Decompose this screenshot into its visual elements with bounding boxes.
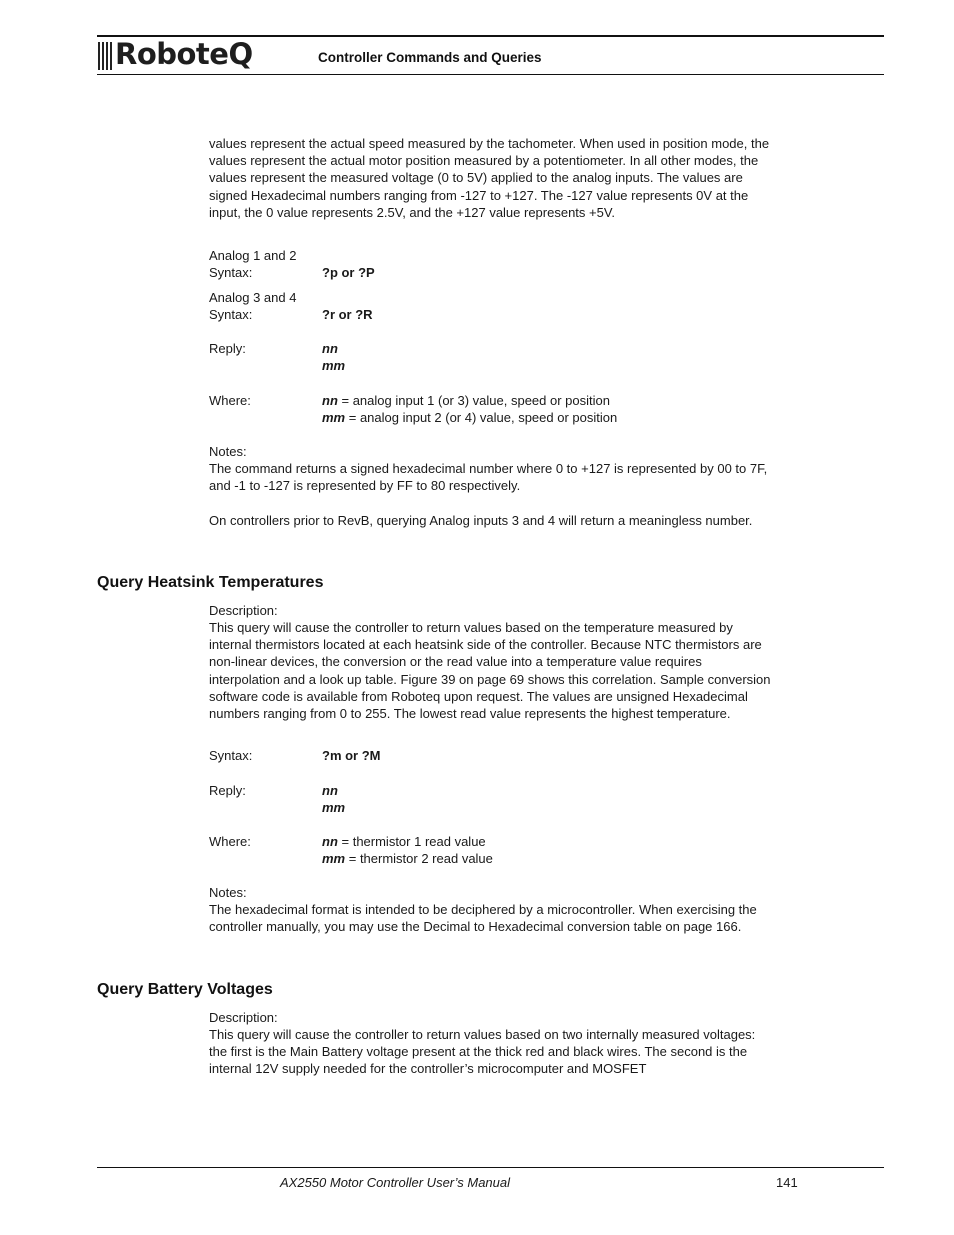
syntax-label: Syntax: [209,748,253,763]
roboteq-logo [98,37,273,72]
description-label: Description: [209,1010,278,1025]
heatsink-description: This query will cause the controller to return values based on the temperature measured by internal thermistors located at each heatsink side of the controller. Because NTC thermistors are non-linear devices, the conversion or the read value into a temperature value requires interpolation and a look up table. Figure 39 on page 69 shows this correlation. Sample conversion software code is available from Roboteq upon request. The values are unsigned Hexadecimal numbers ranging from 0 to 255. The lowest read value represents the highest temperature. [209,620,771,722]
notes-label: Notes: [209,885,247,900]
where-nn-desc: = thermistor 1 read value [337,834,486,849]
syntax-label: Syntax: [209,307,253,322]
reply-label: Reply: [209,341,246,356]
where-mm-line [322,409,617,426]
reply-nn: nn [322,341,338,356]
footer-manual-title: AX2550 Motor Controller User’s Manual [280,1175,511,1190]
header-rule [97,74,884,75]
where-mm-line [322,850,493,867]
footer-page-number: 141 [776,1175,798,1190]
where-nn-line [322,392,610,409]
logo-bars-icon [98,42,114,70]
where-nn-var: nn [322,834,338,849]
heatsink-notes-paragraph: The hexadecimal format is intended to be deciphered by a microcontroller. When exercising the controller manually, you may use the Decimal to Hexadecimal conversion table on page 166. [209,902,757,935]
where-label: Where: [209,834,251,849]
analog-notes-paragraph-1: The command returns a signed hexadecimal number where 0 to +127 is represented by 00 to 7F, and -1 to -127 is represented by FF to 80 respectively. [209,461,768,494]
reply-nn: nn [322,783,338,798]
reply-mm: mm [322,358,346,373]
section-heading-battery: Query Battery Voltages [97,981,273,998]
where-mm-desc: = thermistor 2 read value [345,851,493,866]
battery-description: This query will cause the controller to return values based on two internally measured voltages: the first is the Main Battery voltage present at the thick red and black wires. The second is the internal 12V supply needed for the controller’s microcomputer and MOSFET [209,1027,756,1077]
where-nn-var: nn [322,393,338,408]
where-nn-desc: = analog input 1 (or 3) value, speed or position [337,393,610,408]
reply-mm: mm [322,800,346,815]
analog-notes-paragraph-2: On controllers prior to RevB, querying Analog inputs 3 and 4 will return a meaningless number. [209,513,753,528]
page-header-title: Controller Commands and Queries [318,50,542,65]
reply-label: Reply: [209,783,246,798]
intro-paragraph: values represent the actual speed measured by the tachometer. When used in position mode, the values represent the actual motor position measured by a potentiometer. In all other modes, the values represent the measured voltage (0 to 5V) applied to the analog inputs. The values are signed Hexadecimal numbers ranging from -127 to +127. The -127 value represents 0V at the input, the 0 value represents 2.5V, and the +127 value represents +5V. [209,136,770,220]
where-mm-var: mm [322,851,346,866]
footer-rule [97,1167,884,1168]
syntax-value-r: ?r or ?R [322,307,373,322]
notes-label: Notes: [209,444,247,459]
analog12-label: Analog 1 and 2 [209,248,297,263]
syntax-label: Syntax: [209,265,253,280]
where-mm-var: mm [322,410,346,425]
syntax-value-m: ?m or ?M [322,748,381,763]
where-label: Where: [209,393,251,408]
where-nn-line [322,833,486,850]
description-label: Description: [209,603,278,618]
syntax-value-p: ?p or ?P [322,265,375,280]
section-heading-heatsink: Query Heatsink Temperatures [97,574,324,591]
logo-text: RoboteQ [115,37,253,71]
where-mm-desc: = analog input 2 (or 4) value, speed or position [345,410,618,425]
analog34-label: Analog 3 and 4 [209,290,297,305]
